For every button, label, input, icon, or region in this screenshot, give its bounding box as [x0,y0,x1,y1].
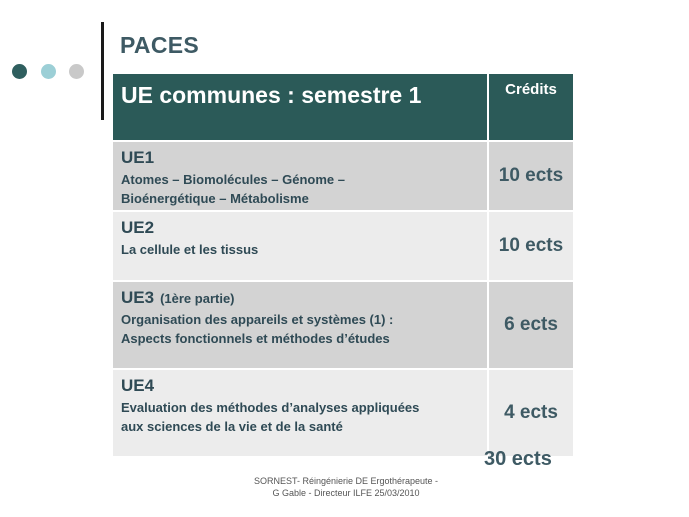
footer-line2: G Gable - Directeur ILFE 25/03/2010 [272,488,420,498]
table-header-title: UE communes : semestre 1 [113,74,488,141]
slide-footer [236,475,456,499]
table-header-credits: Crédits [488,74,573,141]
title-divider-line [101,22,104,120]
table-row-ue4 [113,369,573,456]
table-header-row [113,74,573,141]
ue-code: UE2 [121,218,155,237]
ue-text-line1: La cellule et les tissus [121,242,259,257]
ue-description [113,281,488,369]
ue-text-line1: Organisation des appareils et systèmes (1) : [121,312,394,327]
ue-text-line2: aux sciences de la vie et de la santé [121,419,343,434]
decorative-dot-dark [12,64,27,79]
ue-description [113,369,488,456]
decorative-dot-gray [69,64,84,79]
footer-line1: SORNEST- Réingénierie DE Ergothérapeute - [253,476,439,486]
decorative-dot-light-blue [41,64,56,79]
ue-credits: 10 ects [488,141,573,211]
ue-text-line2: Aspects fonctionnels et méthodes d’études [121,331,390,346]
ue-subtitle: (1ère partie) [160,291,235,306]
ue-text-line2: Bioénergétique – Métabolisme [121,191,309,206]
table-row-ue1 [113,141,573,211]
ue-table [113,74,573,456]
ue-description [113,211,488,281]
ue-description [113,141,488,211]
ue-credits: 10 ects [488,211,573,281]
ue-code: UE4 [121,376,155,395]
slide-title: PACES [120,32,200,58]
ue-code: UE1 [121,148,155,167]
ue-code: UE3 [121,288,155,307]
ue-text-line1: Evaluation des méthodes d’analyses appliquées [121,400,420,415]
table-row-ue2 [113,211,573,281]
table-row-ue3 [113,281,573,369]
ue-credits: 6 ects [488,281,573,369]
total-credits: 30 ects [484,448,552,470]
ue-credits: 4 ects [488,369,573,456]
ue-text-line1: Atomes – Biomolécules – Génome – [121,172,345,187]
